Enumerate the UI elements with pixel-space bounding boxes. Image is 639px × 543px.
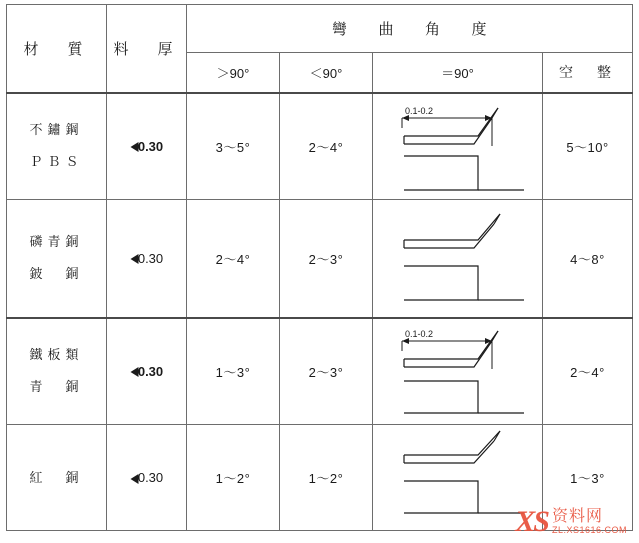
left-arrow-marker-icon [130, 141, 139, 153]
header-material-label: 材 質 [23, 40, 90, 58]
header-angle-gt90-label: ＞90° [216, 65, 250, 81]
angle-gt90-value: 3～5° [215, 139, 251, 155]
watermark-text [552, 509, 627, 535]
left-arrow-marker-icon [130, 253, 139, 265]
material-line: ＰＢＳ [29, 154, 84, 170]
angle-lt90-value: 2～3° [308, 251, 344, 267]
angle-lt90-cell [280, 200, 373, 318]
dimension-text-anchor: 0.1-0.2 [404, 105, 433, 116]
bend-figure-with-dimension [373, 94, 542, 200]
kongzheng-value: 1～3° [570, 471, 605, 486]
thickness-cell [107, 200, 187, 318]
header-angle-gt90 [187, 53, 280, 93]
header-material [7, 5, 107, 93]
thickness-cell [107, 318, 187, 425]
kongzheng-value: 4～8° [570, 251, 605, 267]
angle-lt90-value: 2～4° [308, 139, 344, 155]
material-line: 磷青銅 [29, 234, 84, 250]
bend-angle-table [6, 4, 633, 531]
kongzheng-value: 5～10° [566, 139, 609, 155]
angle-gt90-cell [187, 425, 280, 531]
bend-figure-with-dimension [373, 319, 542, 425]
angle-lt90-value: 1～2° [308, 471, 344, 486]
angle-lt90-cell [280, 425, 373, 531]
material-line: 青 銅 [29, 379, 84, 395]
header-angle-lt90-label: ＜90° [309, 65, 343, 81]
material-line: 鐵板類 [29, 347, 84, 363]
thickness-value: 0.30 [137, 138, 164, 154]
left-arrow-marker-icon [130, 366, 139, 378]
angle-gt90-value: 1～3° [215, 364, 251, 380]
material-cell [7, 425, 107, 531]
figure-eq90-cell [373, 93, 543, 200]
material-line: 鈹 銅 [29, 266, 84, 282]
header-bend-angle-label: 彎 曲 角 度 [332, 21, 488, 38]
bend-figure [373, 200, 542, 317]
header-bend-angle [187, 5, 633, 53]
bend-angle-table-sheet [6, 4, 632, 530]
table-row [7, 200, 633, 318]
kongzheng-cell [543, 93, 633, 200]
header-angle-eq90-label: ＝90° [441, 65, 474, 81]
watermark [515, 507, 627, 537]
material-cell [7, 200, 107, 318]
kongzheng-cell [543, 200, 633, 318]
table-row [7, 318, 633, 425]
angle-gt90-cell [187, 318, 280, 425]
thickness-value: 0.30 [137, 250, 164, 266]
angle-gt90-value: 1～2° [215, 471, 251, 486]
kongzheng-cell [543, 318, 633, 425]
thickness-value: 0.30 [137, 470, 164, 485]
material-line: 紅 銅 [29, 469, 84, 485]
thickness-value: 0.30 [137, 363, 164, 379]
header-thickness [107, 5, 187, 93]
material-cell [7, 318, 107, 425]
header-angle-lt90 [280, 53, 373, 93]
dimension-text-anchor: 0.1-0.2 [404, 328, 433, 339]
material-cell [7, 93, 107, 200]
table-row [7, 93, 633, 200]
angle-gt90-cell [187, 93, 280, 200]
header-thickness-label: 料 厚 [113, 40, 180, 58]
header-kongzheng [543, 53, 633, 93]
left-arrow-marker-icon [130, 473, 139, 485]
figure-eq90-cell [373, 200, 543, 318]
thickness-cell [107, 425, 187, 531]
angle-lt90-cell [280, 318, 373, 425]
angle-lt90-value: 2～3° [308, 364, 344, 380]
watermark-logo: XS [515, 505, 548, 538]
watermark-url: ZL.XS1616.COM [551, 524, 627, 535]
angle-gt90-value: 2～4° [215, 251, 251, 267]
kongzheng-value: 2～4° [570, 364, 605, 380]
material-line: 不鏽鋼 [29, 122, 84, 138]
angle-gt90-cell [187, 200, 280, 318]
thickness-cell [107, 93, 187, 200]
header-angle-eq90 [373, 53, 543, 93]
table-header-row-1 [7, 5, 633, 53]
watermark-site-name: 资料网 [551, 507, 603, 525]
angle-lt90-cell [280, 93, 373, 200]
header-kongzheng-label: 空 整 [559, 64, 616, 81]
figure-eq90-cell [373, 318, 543, 425]
